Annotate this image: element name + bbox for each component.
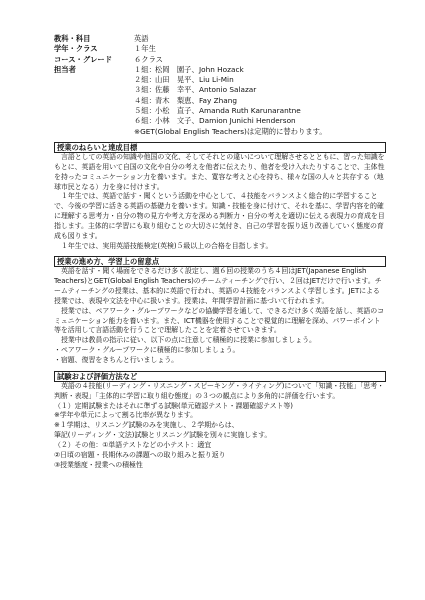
section-heading-goals: 授業のねらいと達成目標 <box>54 142 386 153</box>
grade-row <box>54 44 386 54</box>
paragraph: 英語を話す・聞く場面をできるだけ多く設定し、週６回の授業のうち４回はJET(Japanese English Teachers)とGET(Global English Teachers)のチームティーチングで行い、２回はJETだけで行います。チームティーチングの授業は、基本的に英語で行われ、英語の４技能をバランスよく学習します。JETによる授業では、表現や文法を中心に扱います。授業は、年間学習計画に基づいて行われます。 <box>54 267 382 305</box>
list-note: ※１学期は、リスニング試験のみを実施し、２学期からは、 <box>54 421 239 430</box>
teacher-item: ３組：佐藤 幸平、Antonio Salazar <box>134 85 257 95</box>
bullet-item: ・ペアワーク・グループワークに積極的に参加しましょう。 <box>54 346 240 355</box>
list-note: ※学年や単元によって割る比率が異なります。 <box>54 411 197 420</box>
bullet-item: ・宿題、復習をきちんと行いましょう。 <box>54 356 178 364</box>
teacher-list <box>134 65 386 137</box>
teacher-row <box>54 65 386 137</box>
course-info <box>54 34 386 137</box>
grade-label: 学年・クラス <box>54 44 98 54</box>
course-label: コース・グレード <box>54 54 113 64</box>
syllabus-page <box>54 34 386 470</box>
teacher-item: １組：松岡 園子、John Hozack <box>134 64 244 74</box>
section-heading-method: 授業の進め方、学習上の留意点 <box>54 256 386 267</box>
list-item: （１）定期試験またはそれに準ずる試験(単元確認テスト・課題確認テスト等) <box>54 401 293 410</box>
teacher-item: ２組：山田 晃平、Liu Li-Min <box>134 75 234 85</box>
section-goals-body <box>54 153 386 251</box>
subject-label: 教科・科目 <box>54 34 91 43</box>
course-value: ６クラス <box>134 54 163 64</box>
paragraph: 言語としての英語の知識や他国の文化、そしてそれとの違いについて理解させるとともに、習った知識をもとに、英語を用いて自国の文化や自分の考えを他者に伝えたり、他者を受け入れたりすることで、主体性を持ったコミュニケーション力を養います。また、寛容な考えと心を持ち、様々な国の人々と共存する（地球市民となる）力を身に付けます。 <box>54 152 385 191</box>
subject-row <box>54 34 386 44</box>
paragraph: １年生では、実用英語技能検定(英検)５級以上の合格を目指します。 <box>61 241 273 250</box>
grade-value: １年生 <box>134 44 156 54</box>
subject-value: 英語 <box>134 34 149 43</box>
teacher-item: ５組：小松 直子、Amanda Ruth Karunarantne <box>134 106 301 116</box>
teacher-item: ４組：青木 梨恵、Fay Zhang <box>134 95 237 105</box>
list-subitem: ③授業態度・授業への積極性 <box>54 460 143 469</box>
paragraph: １年生では、英語で話す・聞くという活動を中心として、４技能をバランスよく総合的に学習することで、今後の学習に活きる英語の基礎力を養います。知識・技能を身に付けて、それを基に、学習内容を的確に理解する思考力・自分の物の見方や考え方を深める判断力・自分の考えを適切に伝える表現力の育成を目指します。主体的に学習にも取り組むことの大切さに気付き、自己の学習を振り返り改善していく態度の育成も図ります。 <box>54 192 385 240</box>
list-note: 筆記(リーディング・文法)試験とリスニング試験を別々に実施します。 <box>54 431 272 440</box>
get-note: ※GET(Global English Teachers)は定期的に替わります。 <box>134 126 327 136</box>
section-method-body <box>54 267 386 365</box>
list-subitem: ②日頃の宿題・長期休みの課題への取り組みと振り返り <box>54 450 226 459</box>
teacher-item: ６組：小林 文子、Damion Junichi Henderson <box>134 116 296 126</box>
paragraph: 英語の４技能(リーディング・リスニング・スピーキング・ライティング)について「知識・技能」「思考・判断・表現」「主体的に学習に取り組む態度」の３つの観点により多角的に評価を行います。 <box>54 381 385 400</box>
paragraph: 授業では、ペアワーク・グループワークなどの協働学習を通して、できるだけ多く英語を話し、英語のコミュニケーション能力を養います。また、ICT機器を使用することで視覚的に理解を深め、パワーポイント等を活用して言語活動を行うことで理解したことを定着させていきます。 <box>54 306 385 335</box>
course-row <box>54 55 386 65</box>
paragraph: 授業中は教員の指示に従い、以下の点に注意して積極的に授業に参加しましょう。 <box>61 336 316 345</box>
section-evaluation-body <box>54 382 386 471</box>
teacher-label: 担当者 <box>54 64 76 74</box>
section-heading-evaluation: 試験および評価方法など <box>54 371 386 382</box>
list-item: （２）その他：①単語テストなどの小テスト：適宜 <box>54 440 212 449</box>
